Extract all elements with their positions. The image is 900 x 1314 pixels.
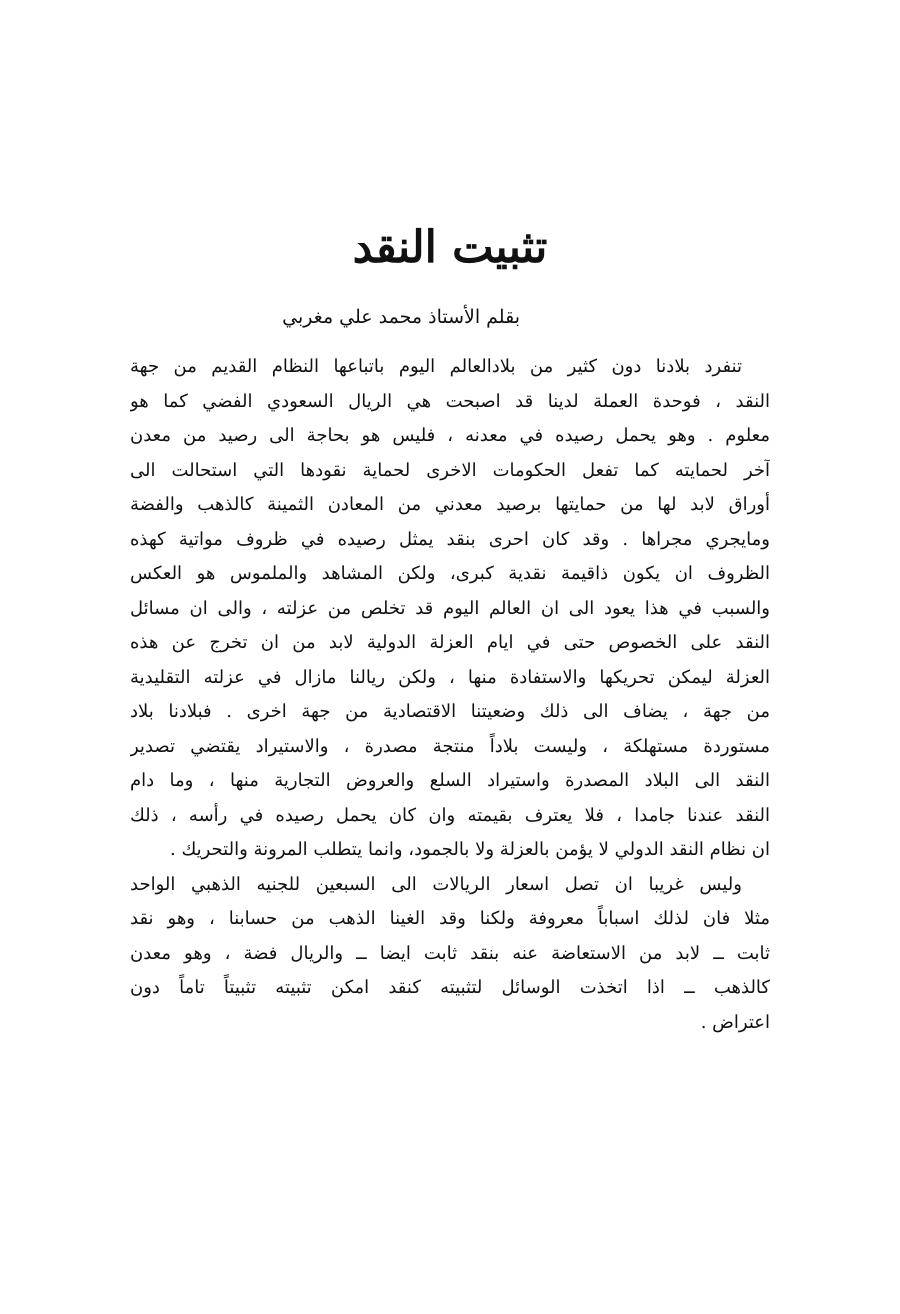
text-line: النقد عندنا جامدا ، فلا يعترف بقيمته وان كان يحمل رصيده في رأسه ، ذلك <box>130 804 770 826</box>
text-line: ومايجري مجراها . وقد كان احرى بنقد يمثل رصيده في ظروف مواتية كهذه <box>130 528 770 550</box>
text-line: النقد الى البلاد المصدرة واستيراد السلع والعروض التجارية منها ، وما دام <box>130 770 770 791</box>
text-line: النقد على الخصوص حتى في ايام العزلة الدولية لابد من ان تخرج عن هذه <box>130 632 770 653</box>
text-line: ان نظام النقد الدولي لا يؤمن بالعزلة ولا بالجمود، وانما يتطلب المرونة والتحريك . <box>170 839 770 860</box>
text-line: الظروف ان يكون ذاقيمة نقدية كبرى، ولكن المشاهد والملموس هو العكس <box>130 563 770 584</box>
text-line: مثلا فان لذلك اسباباً معروفة ولكنا وقد الغينا الذهب من حسابنا ، وهو نقد <box>130 908 770 929</box>
text-line: النقد ، فوحدة العملة لدينا قد اصبحت هي الريال السعودي الفضي كما هو <box>130 390 770 412</box>
article-body <box>130 350 770 1040</box>
text-line: كالذهب ــ اذا اتخذت الوسائل لتثبيته كنقد امكن تثبيته تثبيتاً تاماً دون <box>130 977 770 998</box>
text-line: العزلة ليمكن تحريكها والاستفادة منها ، ولكن ريالنا مازال في عزلته التقليدية <box>130 666 770 688</box>
text-line: أوراق لابد لها من حمايتها برصيد معدني من المعادن الثمينة كالذهب والفضة <box>130 494 770 515</box>
text-line: وليس غريبا ان تصل اسعار الريالات الى السبعين للجنيه الذهبي الواحد <box>130 873 742 895</box>
text-line: مستوردة مستهلكة ، وليست بلاداً منتجة مصدرة ، والاستيراد يقتضي تصدير <box>130 735 770 757</box>
text-line: معلوم . وهو يحمل رصيده في معدنه ، فليس هو بحاجة الى رصيد من معدن <box>130 425 770 446</box>
author-byline: بقلم الأستاذ محمد علي مغربي <box>282 306 520 328</box>
text-line: والسبب في هذا يعود الى ان العالم اليوم قد تخلص من عزلته ، والى ان مسائل <box>130 597 770 619</box>
text-line: ثابت ــ لابد من الاستعاضة عنه بنقد ثابت ايضا ــ والريال فضة ، وهو معدن <box>130 942 770 964</box>
text-line: آخر لحمايته كما تفعل الحكومات الاخرى لحماية نقودها التي استحالت الى <box>130 459 770 481</box>
text-line: تنفرد بلادنا دون كثير من بلادالعالم اليوم باتباعها النظام القديم من جهة <box>130 356 742 377</box>
text-line: اعتراض . <box>700 1011 770 1033</box>
page-title: تثبيت النقد <box>352 222 548 273</box>
text-line: من جهة ، يضاف الى ذلك وضعيتنا الاقتصادية من جهة اخرى . فبلادنا بلاد <box>130 701 770 722</box>
